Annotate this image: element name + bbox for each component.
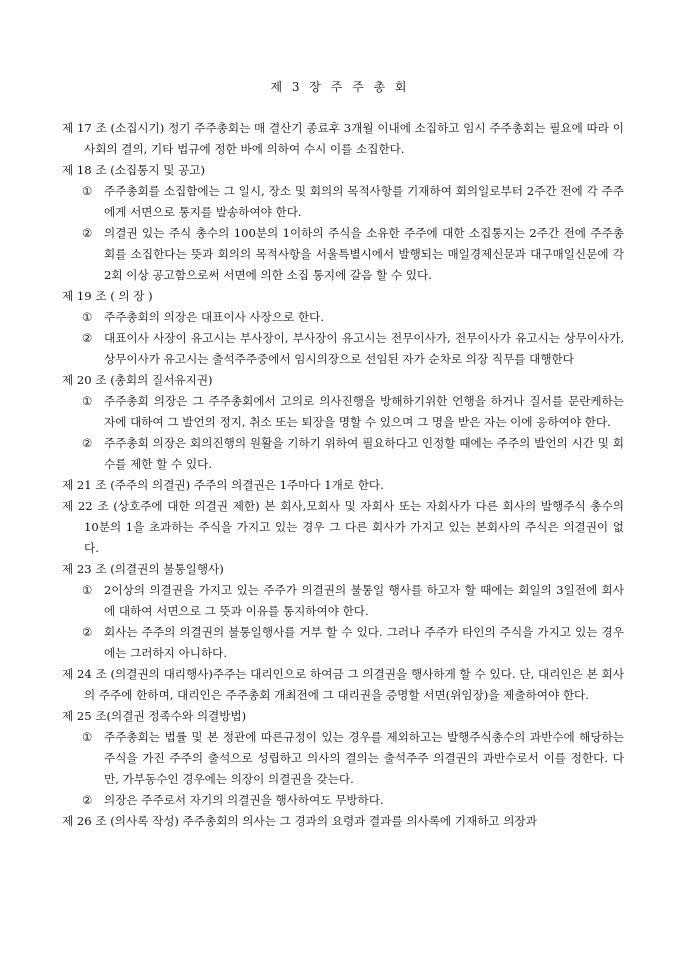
article-line [62, 559, 624, 580]
article [62, 475, 624, 496]
article [62, 811, 624, 832]
article-line [62, 475, 624, 496]
article-heading: 제 19 조 ( 의 장 ) [62, 289, 153, 303]
article-line [62, 496, 624, 559]
paragraph-text: 주주총회 의장은 그 주주총회에서 고의로 의사진행을 방해하기위한 언행을 하거나 질서를 문란케하는 자에 대하여 그 발언의 정지, 취소 또는 퇴장을 명할 수 있으며 그 명을 받은 자는 이에 응하여야 한다. [104, 394, 624, 429]
article-line [62, 286, 624, 307]
article [62, 496, 624, 559]
paragraph [82, 181, 624, 223]
paragraph [82, 433, 624, 475]
paragraph-number: ① [82, 184, 93, 198]
paragraph [82, 391, 624, 433]
article-line [62, 664, 624, 706]
article [62, 370, 624, 475]
paragraph-text: 주주총회는 법률 및 본 정관에 따른규정이 있는 경우를 제외하고는 발행주식총수의 과반수에 해당하는 주식을 가진 주주의 출석으로 성립하고 의사의 결의는 출석주주 의결권의 과반수로서 이를 정한다. 다만, 가부동수인 경우에는 의장이 의결권을 갖는다. [104, 730, 624, 786]
article-text: 주주총회의 의사는 그 경과의 요령과 결과를 의사록에 기재하고 의장과 [182, 814, 537, 828]
article-text: 주주는 대리인으로 하여금 그 의결권을 행사하게 할 수 있다. 단, 대리인은 본 회사의 주주에 한하며, 대리인은 주주총회 개최전에 그 대리권을 증명할 서면(위임장)을 제출하여야 한다. [84, 667, 624, 702]
articles-body [62, 118, 624, 832]
paragraph-text: 의장은 주주로서 자기의 의결권을 행사하여도 무방하다. [104, 793, 384, 807]
paragraph [82, 790, 624, 811]
paragraph [82, 580, 624, 622]
paragraph [82, 223, 624, 286]
article [62, 286, 624, 370]
article-line [62, 706, 624, 727]
paragraph-text: 회사는 주주의 의결권의 불통일행사를 거부 할 수 있다. 그러나 주주가 타인의 주식을 가지고 있는 경우에는 그러하지 아니하다. [104, 625, 624, 660]
article-text: 주주의 의결권은 1주마다 1개로 한다. [193, 478, 384, 492]
article-line [62, 811, 624, 832]
paragraph-number: ① [82, 394, 93, 408]
article-heading: 제 17 조 (소집시기) [62, 121, 169, 135]
paragraph-number: ① [82, 310, 93, 324]
paragraph [82, 727, 624, 790]
article-heading: 제 23 조 (의결권의 불통일행사) [62, 562, 224, 576]
article-heading: 제 22 조 (상호주에 대한 의결권 제한) [62, 499, 265, 513]
article-heading: 제 24 조 (의결권의 대리행사) [62, 667, 213, 681]
article-line [62, 118, 624, 160]
article-heading: 제 25 조(의결권 정족수와 의결방법) [62, 709, 247, 723]
paragraph-text: 대표이사 사장이 유고시는 부사장이, 부사장이 유고시는 전무이사가, 전무이사가 유고시는 상무이사가,상무이사가 유고시는 출석주주중에서 임시의장으로 선임된 자가 순차로 의장 직무를 대행한다 [104, 331, 624, 366]
article [62, 160, 624, 286]
paragraph-text: 주주총회 의장은 회의진행의 원활을 기하기 위하여 필요하다고 인정할 때에는 주주의 발언의 시간 및 회수를 제한 할 수 있다. [104, 436, 624, 471]
paragraph [82, 622, 624, 664]
article-text: 본 회사,모회사 및 자회사 또는 자회사가 다른 회사의 발행주식 총수의 10분의 1을 초과하는 주식을 가지고 있는 경우 그 다른 회사가 가지고 있는 본회사의 주식은 의결권이 없다. [84, 499, 624, 555]
chapter-title: 제 3 장 주 주 총 회 [270, 80, 410, 94]
article-heading: 제 20 조 (총회의 질서유지권) [62, 373, 213, 387]
paragraph-text: 주주총회의 의장은 대표이사 사장으로 한다. [104, 310, 325, 324]
article-heading: 제 21 조 (주주의 의결권) [62, 478, 194, 492]
article-line [62, 370, 624, 391]
article [62, 664, 624, 706]
paragraph [82, 307, 624, 328]
paragraph-text: 2이상의 의결권을 가지고 있는 주주가 의결권의 불통일 행사를 하고자 할 때에는 회일의 3일전에 회사에 대하여 서면으로 그 뜻과 이유를 통지하여야 한다. [104, 583, 624, 618]
paragraph-text: 의결권 있는 주식 총수의 100분의 1이하의 주식을 소유한 주주에 대한 소집통지는 2주간 전에 주주총회를 소집한다는 뜻과 회의의 목적사항을 서울특별시에서 발행되는 매일경제신문과 대구매일신문에 각 2회 이상 공고함으로써 서면에 의한 소집 통지에 갈음 할 수 있다. [104, 226, 624, 282]
paragraph-number: ② [82, 625, 93, 639]
paragraph-number: ② [82, 793, 93, 807]
article [62, 118, 624, 160]
paragraph-number: ② [82, 226, 93, 240]
paragraph-text: 주주총회를 소집함에는 그 일시, 장소 및 회의의 목적사항를 기재하여 회의일로부터 2주간 전에 각 주주에게 서면으로 통지를 발송하여야 한다. [104, 184, 624, 219]
article-heading: 제 18 조 (소집통지 및 공고) [62, 163, 206, 177]
article [62, 559, 624, 664]
paragraph-number: ② [82, 331, 93, 345]
article-heading: 제 26 조 (의사록 작성) [62, 814, 183, 828]
paragraph [82, 328, 624, 370]
article [62, 706, 624, 811]
article-text: 정기 주주총회는 매 결산기 종료후 3개월 이내에 소집하고 임시 주주총회는 필요에 따라 이사회의 결의, 기타 법규에 정한 바에 의하여 수시 이를 소집한다. [84, 121, 624, 156]
paragraph-number: ② [82, 436, 93, 450]
article-line [62, 160, 624, 181]
paragraph-number: ① [82, 583, 93, 597]
paragraph-number: ① [82, 730, 93, 744]
